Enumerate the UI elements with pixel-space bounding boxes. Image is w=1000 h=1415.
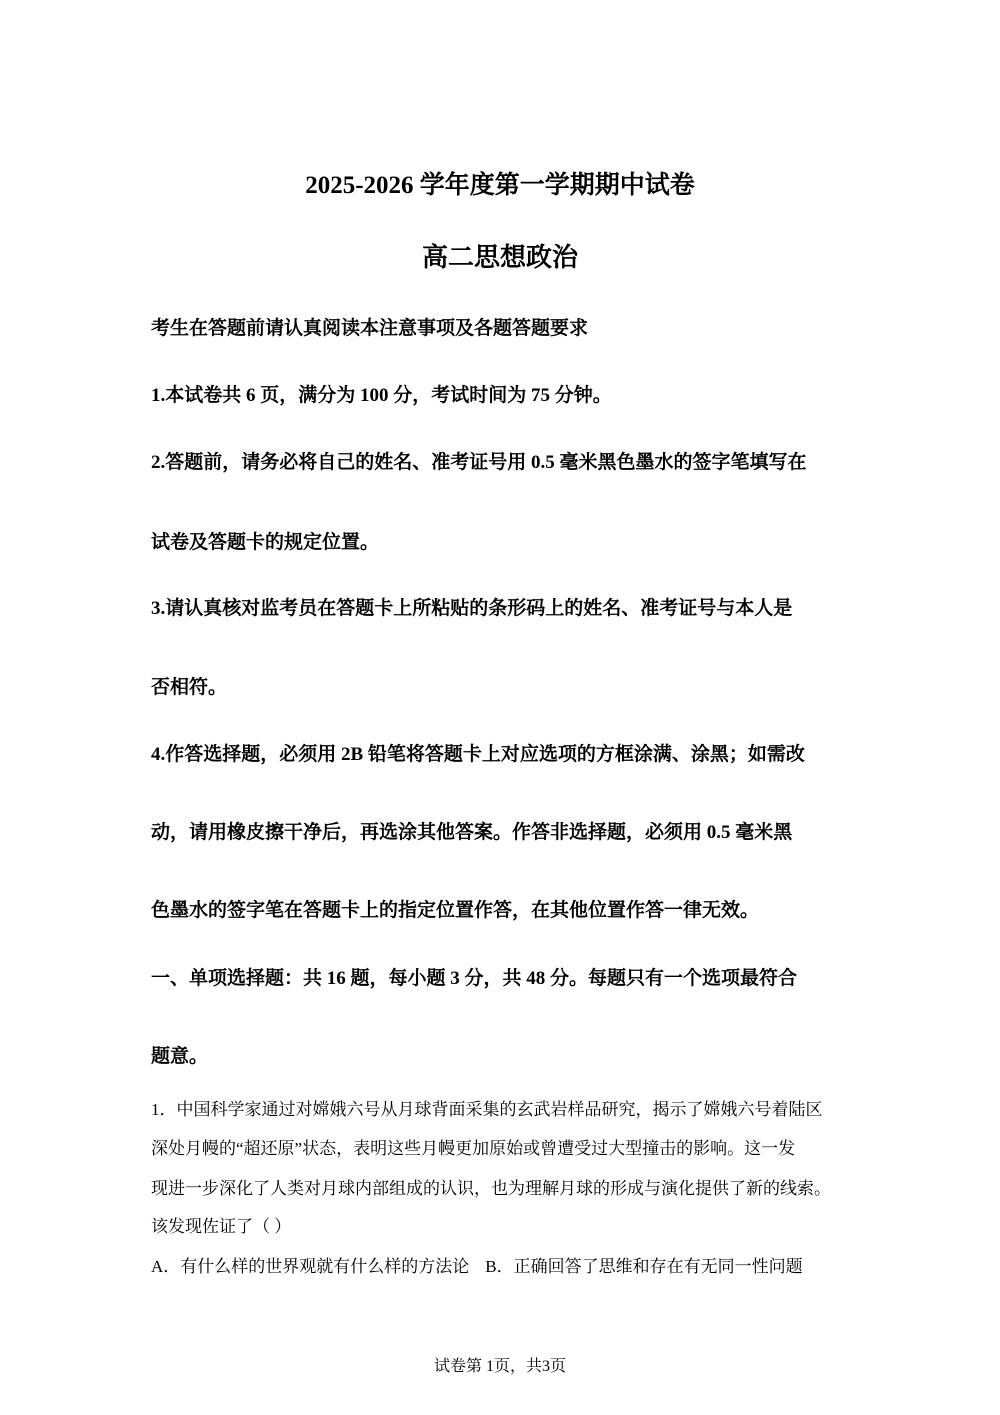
notice-heading: 考生在答题前请认真阅读本注意事项及各题答题要求	[151, 318, 589, 339]
notice-item-2-line-2: 试卷及答题卡的规定位置。	[151, 532, 380, 553]
notice-item-4-line-2: 动，请用橡皮擦干净后，再选涂其他答案。作答非选择题，必须用 0.5 毫米黑	[151, 822, 793, 843]
question-1-line-2: 深处月幔的“超还原”状态，表明这些月幔更加原始或曾遭受过大型撞击的影响。这一发	[151, 1139, 796, 1158]
notice-item-2-line-1: 2.答题前，请务必将自己的姓名、准考证号用 0.5 毫米黑色墨水的签字笔填写在	[151, 452, 807, 473]
section-1-heading-line-1: 一、单项选择题：共 16 题，每小题 3 分，共 48 分。每题只有一个选项最符合	[151, 968, 798, 989]
question-1-options-row	[151, 1255, 871, 1279]
notice-item-4-line-1: 4.作答选择题，必须用 2B 铅笔将答题卡上对应选项的方框涂满、涂黑；如需改	[151, 744, 805, 765]
question-1-option-a: A．有什么样的世界观就有什么样的方法论	[151, 1257, 470, 1276]
notice-item-1: 1.本试卷共 6 页，满分为 100 分，考试时间为 75 分钟。	[151, 385, 612, 406]
question-1-option-b: B．正确回答了思维和存在有无同一性问题	[485, 1257, 803, 1276]
notice-item-3-line-2: 否相符。	[151, 677, 228, 698]
notice-item-4-line-3: 色墨水的签字笔在答题卡上的指定位置作答，在其他位置作答一律无效。	[151, 900, 760, 921]
exam-subject: 高二思想政治	[421, 243, 578, 272]
question-1-line-3: 现进一步深化了人类对月球内部组成的认识，也为理解月球的形成与演化提供了新的线索。	[151, 1179, 831, 1198]
exam-title: 2025-2026 学年度第一学期期中试卷	[305, 172, 695, 199]
question-1-line-1: 1．中国科学家通过对嫦娥六号从月球背面采集的玄武岩样品研究，揭示了嫦娥六号着陆区	[151, 1100, 823, 1119]
question-1-line-4: 该发现佐证了（ ）	[151, 1217, 292, 1236]
notice-item-3-line-1: 3.请认真核对监考员在答题卡上所粘贴的条形码上的姓名、准考证号与本人是	[151, 598, 793, 619]
section-1-heading-line-2: 题意。	[151, 1046, 209, 1067]
page-footer: 试卷第 1页，共3页	[433, 1358, 566, 1375]
